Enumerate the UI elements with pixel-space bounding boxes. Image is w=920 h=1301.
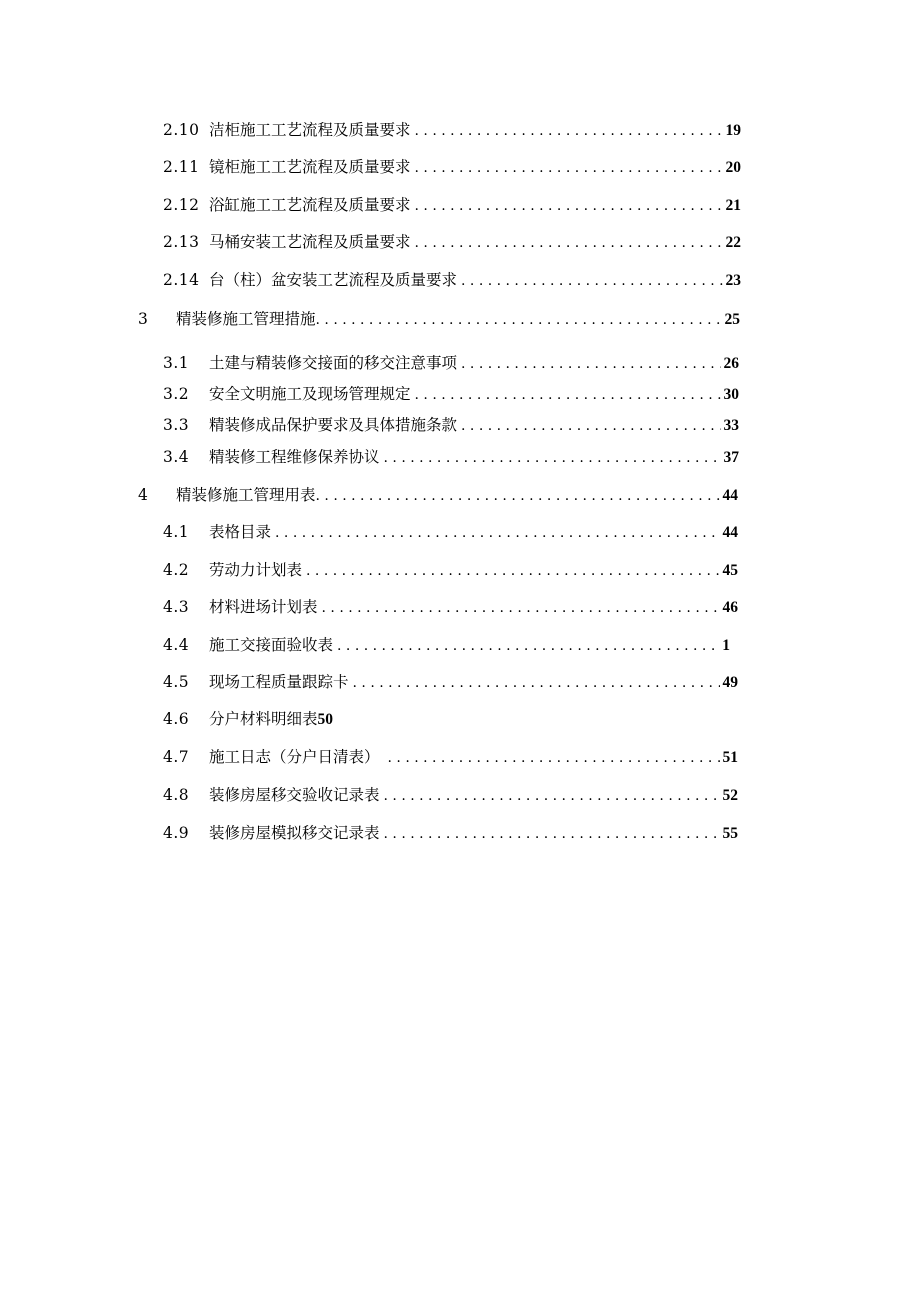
toc-page-number: 26 (723, 355, 739, 372)
toc-number: 2.11 (163, 158, 200, 176)
toc-title: 精装修施工管理措施 (176, 310, 316, 328)
toc-entry[interactable] (163, 444, 739, 470)
toc-number: 3.1 (163, 354, 190, 372)
toc-title: 材料进场计划表 (209, 598, 318, 616)
toc-number: 2.13 (163, 233, 200, 251)
toc-page-number: 52 (722, 787, 738, 804)
toc-page-number: 19 (725, 122, 741, 139)
toc-entry[interactable] (163, 267, 741, 293)
toc-page-number: 22 (725, 234, 741, 251)
toc-leader-dots (461, 413, 720, 439)
toc-page-number: 30 (723, 386, 739, 403)
toc-page-number: 23 (725, 272, 741, 289)
toc-title: 精装修施工管理用表 (176, 486, 316, 504)
toc-entry[interactable] (163, 744, 738, 770)
toc-number: 3.2 (163, 385, 190, 403)
toc-leader-dots (415, 382, 721, 408)
toc-entry[interactable] (163, 519, 738, 545)
toc-page-number: 37 (723, 449, 739, 466)
toc-title: 精装修成品保护要求及具体措施条款 (209, 416, 458, 434)
toc-leader-dots (415, 193, 723, 219)
toc-number: 3.3 (163, 416, 190, 434)
toc-number: 2.14 (163, 271, 200, 289)
toc-entry[interactable] (163, 820, 738, 846)
toc-page-number: 20 (725, 159, 741, 176)
toc-page-number: 50 (317, 711, 334, 728)
toc-number: 4.7 (163, 748, 190, 766)
toc-chapter[interactable] (138, 482, 738, 508)
toc-title: 施工日志（分户日清表） (209, 748, 380, 766)
toc-number: 3 (138, 310, 149, 328)
toc-page-number: 51 (722, 749, 738, 766)
toc-leader-dots (353, 670, 720, 696)
toc-page-number: 44 (722, 524, 738, 541)
toc-page-number: 25 (724, 311, 740, 328)
toc-page-number: 46 (722, 599, 738, 616)
toc-entry[interactable] (163, 117, 741, 143)
toc-number: 4.3 (163, 598, 190, 616)
toc-number: 4.2 (163, 561, 190, 579)
toc-leader-dots (316, 483, 720, 509)
toc-leader-dots (415, 230, 723, 256)
toc-leader-dots (384, 783, 720, 809)
toc-number: 4.5 (163, 673, 190, 691)
toc-title: 装修房屋移交验收记录表 (209, 786, 380, 804)
toc-entry[interactable] (163, 154, 741, 180)
toc-entry[interactable] (163, 669, 738, 695)
toc-page-number: 1 (722, 637, 730, 654)
toc-number: 2.12 (163, 196, 200, 214)
toc-entry[interactable] (163, 782, 738, 808)
toc-title: 安全文明施工及现场管理规定 (209, 385, 411, 403)
toc-title: 表格目录 (209, 523, 272, 541)
toc-entry[interactable] (163, 594, 738, 620)
toc-leader-dots (461, 351, 720, 377)
toc-title: 台（柱）盆安装工艺流程及质量要求 (209, 271, 458, 289)
toc-page-number: 45 (722, 562, 738, 579)
toc-title: 土建与精装修交接面的移交注意事项 (209, 354, 458, 372)
toc-leader-dots (337, 633, 719, 659)
toc-number: 3.4 (163, 448, 190, 466)
toc-title: 装修房屋模拟移交记录表 (209, 824, 380, 842)
toc-title: 施工交接面验收表 (209, 636, 334, 654)
toc-number: 4.1 (163, 523, 190, 541)
toc-entry[interactable] (163, 350, 739, 376)
toc-leader-dots (322, 595, 720, 621)
toc-page-number: 49 (722, 674, 738, 691)
toc-entry[interactable] (163, 412, 739, 438)
toc-number: 4.6 (163, 710, 190, 728)
toc-page-number: 33 (723, 417, 739, 434)
toc-chapter[interactable] (138, 306, 740, 332)
toc-entry[interactable] (163, 381, 739, 407)
toc-entry[interactable] (163, 557, 738, 583)
toc-leader-dots (415, 155, 723, 181)
toc-leader-dots (275, 520, 719, 546)
toc-title: 镜柜施工工艺流程及质量要求 (209, 158, 411, 176)
toc-title: 劳动力计划表 (209, 561, 303, 579)
toc-page-number: 21 (725, 197, 741, 214)
toc-page-number: 44 (722, 487, 738, 504)
toc-leader-dots (415, 118, 723, 144)
toc-leader-dots (384, 445, 721, 471)
toc-number: 4.4 (163, 636, 190, 654)
toc-title: 现场工程质量跟踪卡 (209, 673, 349, 691)
toc-leader-dots (316, 307, 722, 333)
toc-leader-dots (461, 268, 722, 294)
toc-leader-dots (306, 558, 719, 584)
toc-number: 4.9 (163, 824, 190, 842)
toc-number: 4.8 (163, 786, 190, 804)
toc-number: 2.10 (163, 121, 200, 139)
toc-number: 4 (138, 486, 149, 504)
toc-title: 分户材料明细表 (209, 710, 318, 728)
toc-leader-dots (384, 821, 720, 847)
toc-entry[interactable] (163, 229, 741, 255)
toc-entry[interactable] (163, 632, 730, 658)
toc-page-number: 55 (722, 825, 738, 842)
toc-title: 精装修工程维修保养协议 (209, 448, 380, 466)
toc-entry[interactable] (163, 706, 463, 732)
toc-entry[interactable] (163, 192, 741, 218)
toc-title: 洁柜施工工艺流程及质量要求 (209, 121, 411, 139)
toc-title: 马桶安装工艺流程及质量要求 (209, 233, 411, 251)
toc-leader-dots (388, 745, 720, 771)
toc-title: 浴缸施工工艺流程及质量要求 (209, 196, 411, 214)
